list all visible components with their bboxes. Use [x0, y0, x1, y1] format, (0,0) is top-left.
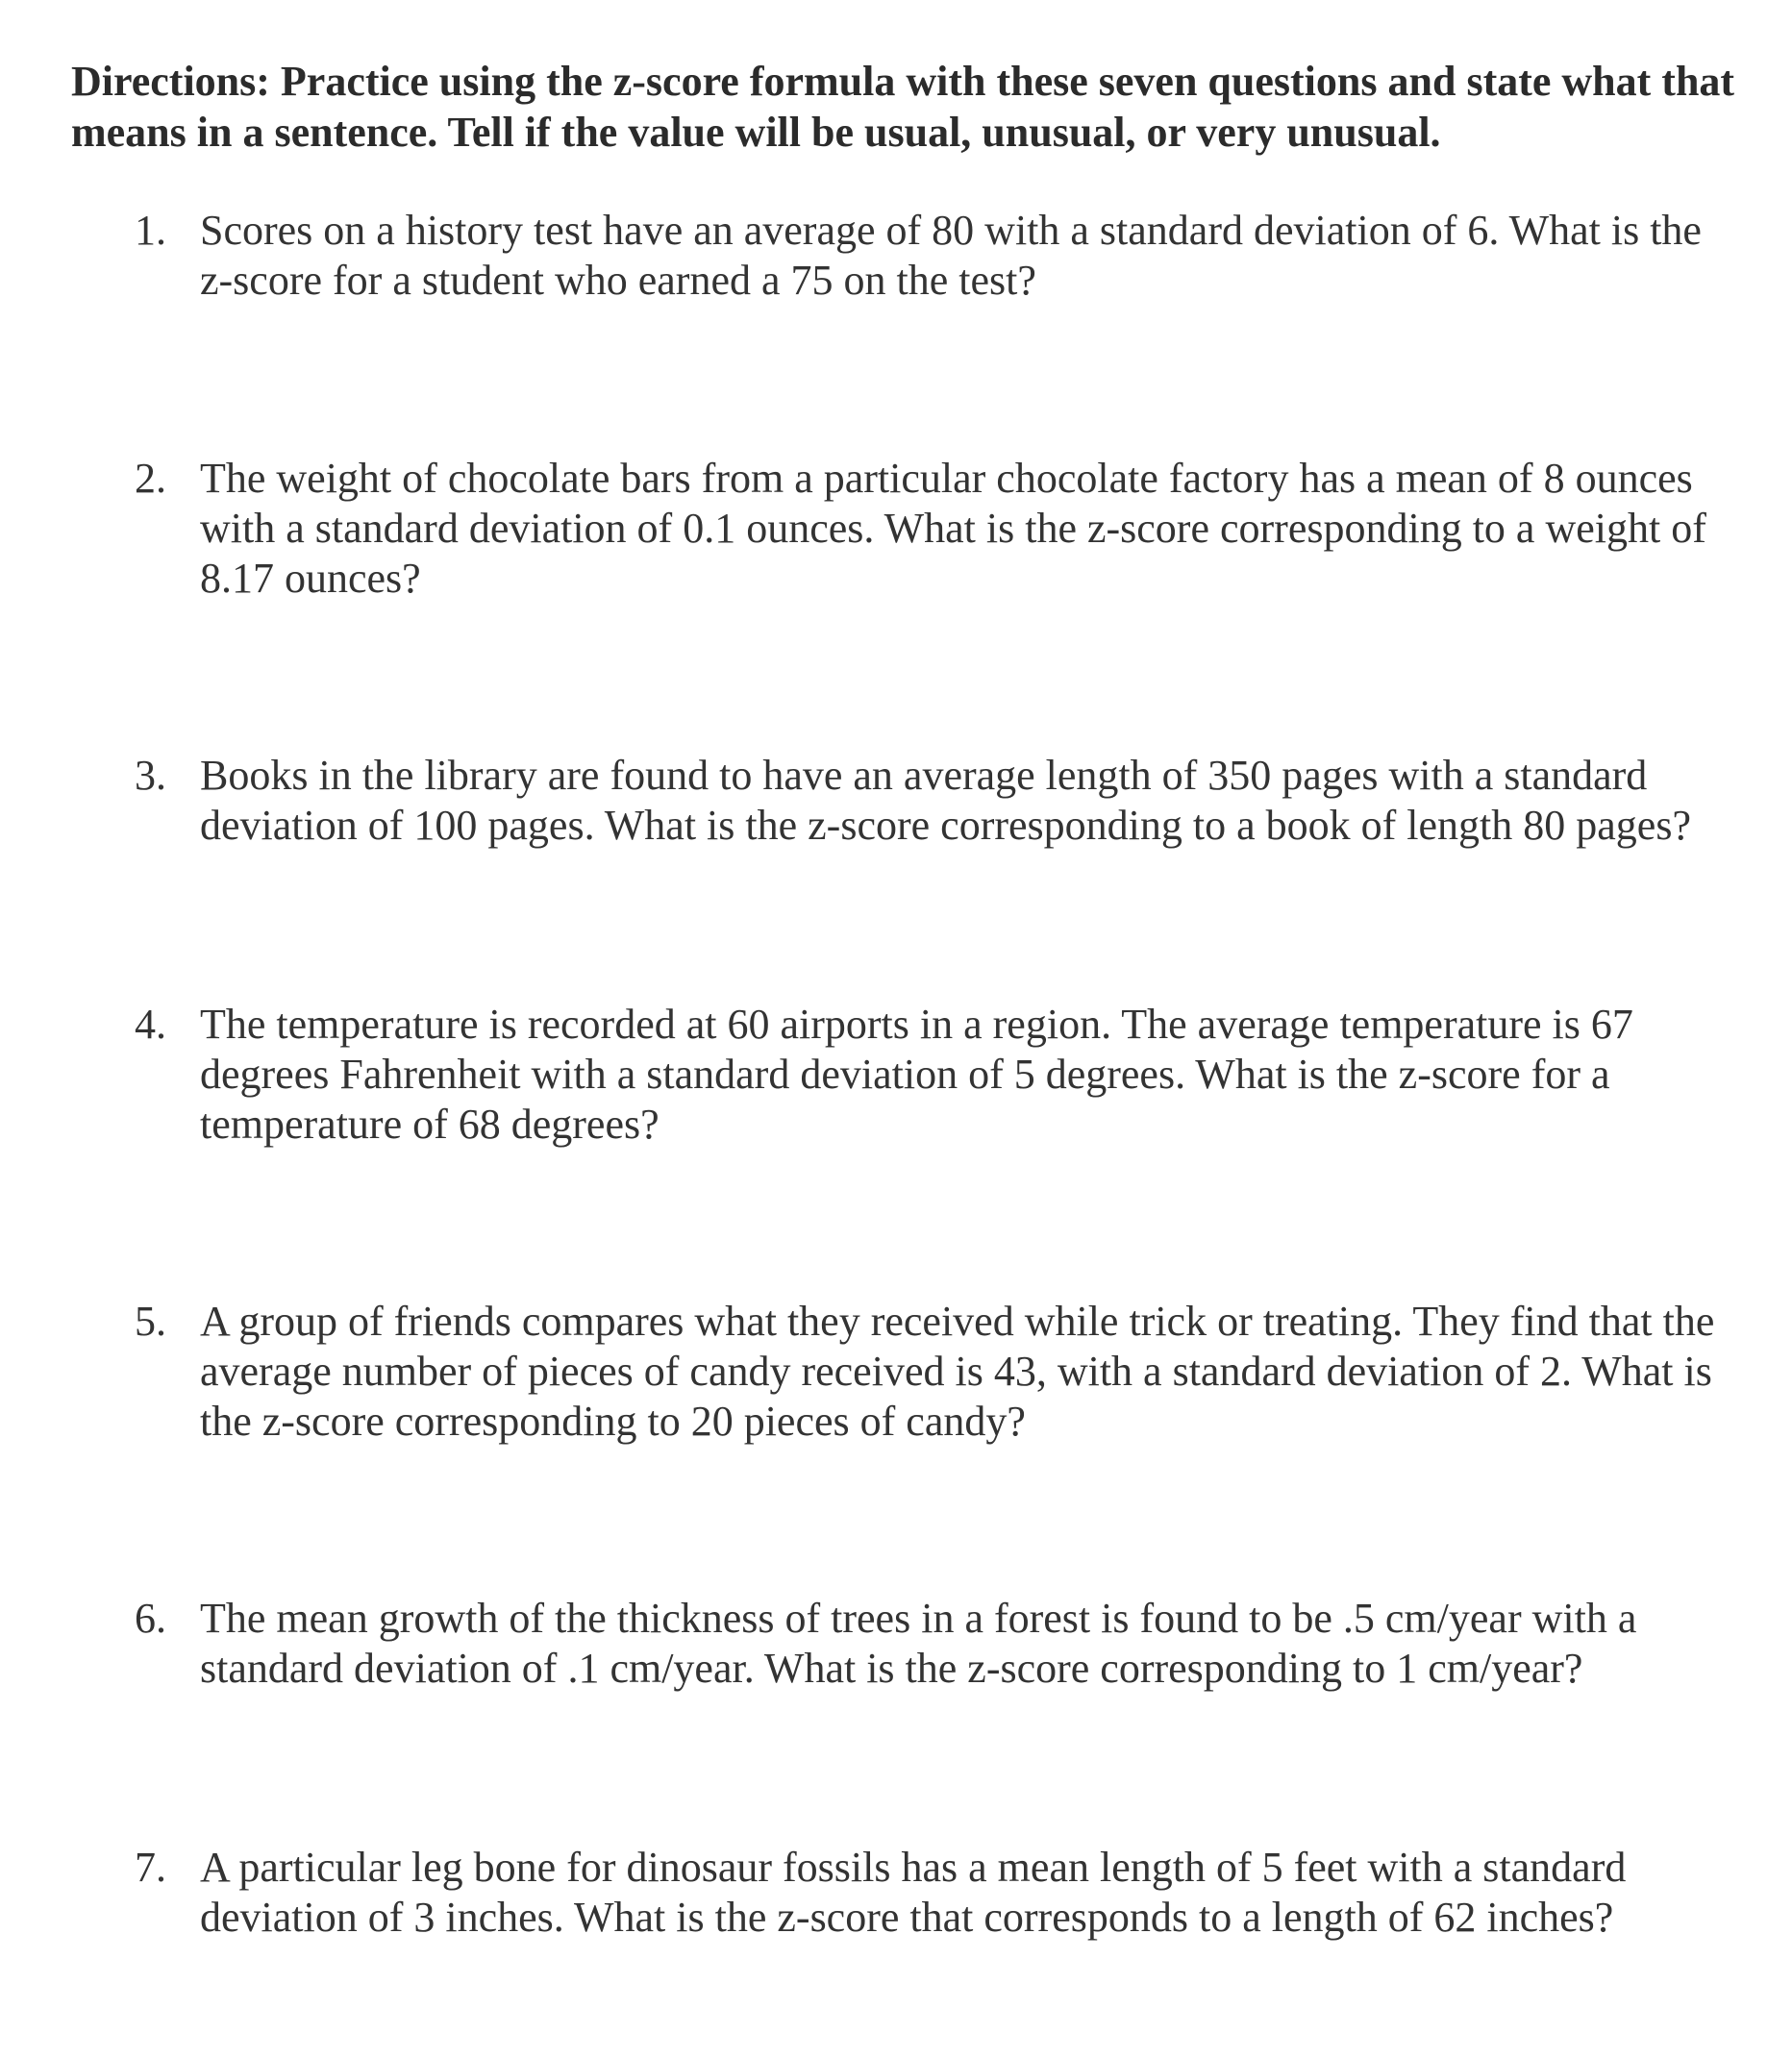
- question-text: A particular leg bone for dinosaur fossils has a mean length of 5 feet with a standard deviation of 3 inches. What is the z-score that corresponds to a length of 62 inches?: [200, 1844, 1627, 1941]
- question-number: 7.: [135, 1844, 166, 1891]
- question-text: Scores on a history test have an average of 80 with a standard deviation of 6. What is the z-score for a student who earned a 75 on the test?: [200, 207, 1702, 304]
- question-number: 1.: [135, 207, 166, 254]
- question-number: 3.: [135, 752, 166, 799]
- question-number: 6.: [135, 1595, 166, 1642]
- question-text: The mean growth of the thickness of trees in a forest is found to be .5 cm/year with a standard deviation of .1 cm/year. What is the z-score corresponding to 1 cm/year?: [200, 1595, 1637, 1692]
- question-text: Books in the library are found to have an average length of 350 pages with a standard deviation of 100 pages. What is the z-score corresponding to a book of length 80 pages?: [200, 752, 1691, 849]
- question-number: 4.: [135, 1001, 166, 1048]
- question-number: 2.: [135, 455, 166, 502]
- directions-text: Directions: Practice using the z-score formula with these seven questions and state what that means in a sentence. Tell if the value will be usual, unusual, or very unusual.: [71, 58, 1735, 156]
- question-text: A group of friends compares what they received while trick or treating. They find that the average number of pieces of candy received is 43, with a standard deviation of 2. What is the z-score corresponding to 20 pieces of candy?: [200, 1298, 1715, 1445]
- question-number: 5.: [135, 1298, 166, 1345]
- question-text: The temperature is recorded at 60 airports in a region. The average temperature is 67 degrees Fahrenheit with a standard deviation of 5 degrees. What is the z-score for a temperature of 68 degrees?: [200, 1001, 1633, 1148]
- question-text: The weight of chocolate bars from a particular chocolate factory has a mean of 8 ounces with a standard deviation of 0.1 ounces. What is the z-score corresponding to a weight of 8.17 ounces?: [200, 455, 1706, 602]
